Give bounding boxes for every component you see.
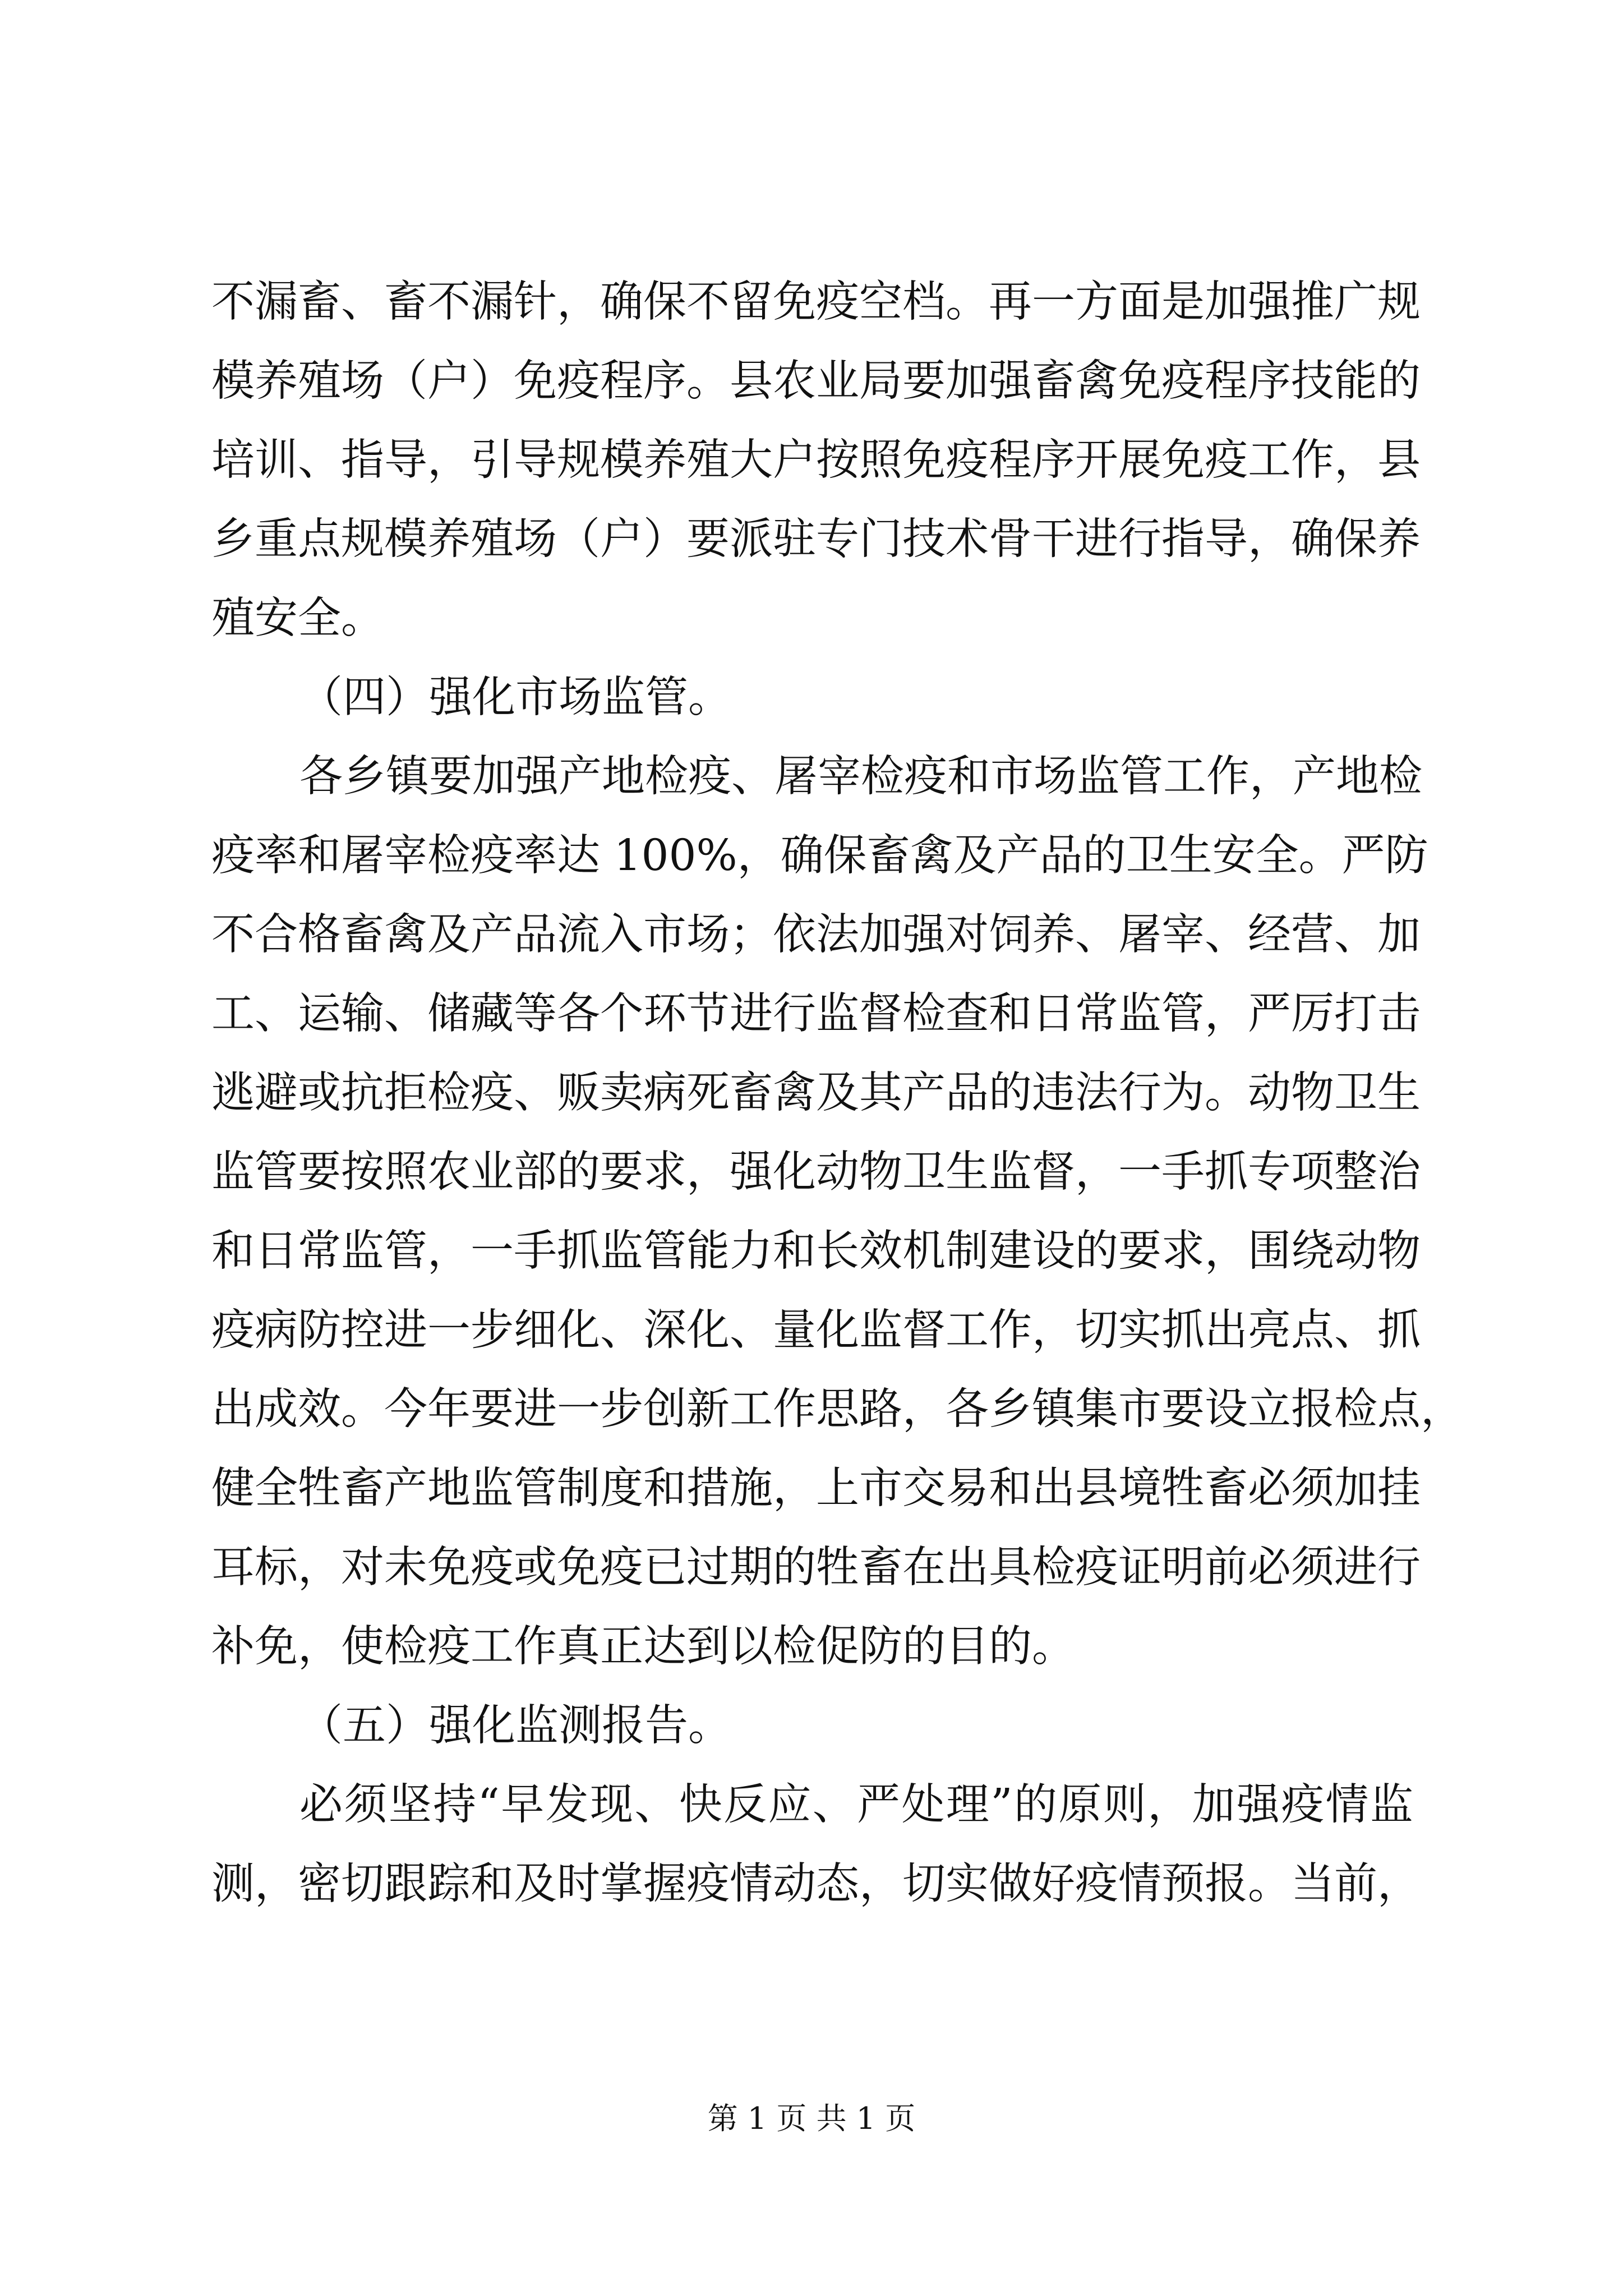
text-line: 疫病防控进一步细化、深化、量化监督工作，切实抓出亮点、抓 (211, 1305, 1421, 1355)
text-line: 不合格畜禽及产品流入市场；依法加强对饲养、屠宰、经营、加 (211, 910, 1421, 960)
text-line: 监管要按照农业部的要求，强化动物卫生监督，一手抓专项整治 (211, 1147, 1421, 1197)
text-line: 疫率和屠宰检疫率达 100%，确保畜禽及产品的卫生安全。严防 (211, 831, 1428, 881)
section-heading: （五）强化监测报告。 (299, 1701, 731, 1751)
text-line: 逃避或抗拒检疫、贩卖病死畜禽及其产品的违法行为。动物卫生 (211, 1068, 1421, 1118)
text-line: 健全牲畜产地监管制度和措施，上市交易和出县境牲畜必须加挂 (211, 1464, 1421, 1513)
text-line: 补免，使检疫工作真正达到以检促防的目的。 (211, 1622, 1075, 1672)
text-line: 各乡镇要加强产地检疫、屠宰检疫和市场监管工作，产地检 (299, 752, 1422, 802)
text-line: 测，密切跟踪和及时掌握疫情动态，切实做好疫情预报。当前， (211, 1859, 1421, 1909)
text-line: 模养殖场（户）免疫程序。县农业局要加强畜禽免疫程序技能的 (211, 356, 1421, 406)
section-heading: （四）强化市场监管。 (299, 673, 731, 723)
text-line: 乡重点规模养殖场（户）要派驻专门技术骨干进行指导，确保养 (211, 514, 1421, 564)
text-line: 培训、指导，引导规模养殖大户按照免疫程序开展免疫工作，县 (211, 435, 1421, 485)
text-line: 出成效。今年要进一步创新工作思路，各乡镇集市要设立报检点， (211, 1384, 1464, 1434)
body-text (211, 263, 1464, 1924)
text-line: 殖安全。 (211, 593, 384, 643)
text-line: 和日常监管，一手抓监管能力和长效机制建设的要求，围绕动物 (211, 1226, 1421, 1276)
text-line: 必须坚持“早发现、快反应、严处理”的原则，加强疫情监 (299, 1780, 1413, 1830)
text-line: 工、运输、储藏等各个环节进行监督检查和日常监管，严厉打击 (211, 989, 1421, 1039)
text-line: 不漏畜、畜不漏针，确保不留免疫空档。再一方面是加强推广规 (211, 277, 1421, 327)
page-footer: 第 1 页 共 1 页 (707, 2101, 916, 2136)
text-line: 耳标，对未免疫或免疫已过期的牲畜在出具检疫证明前必须进行 (211, 1543, 1421, 1593)
